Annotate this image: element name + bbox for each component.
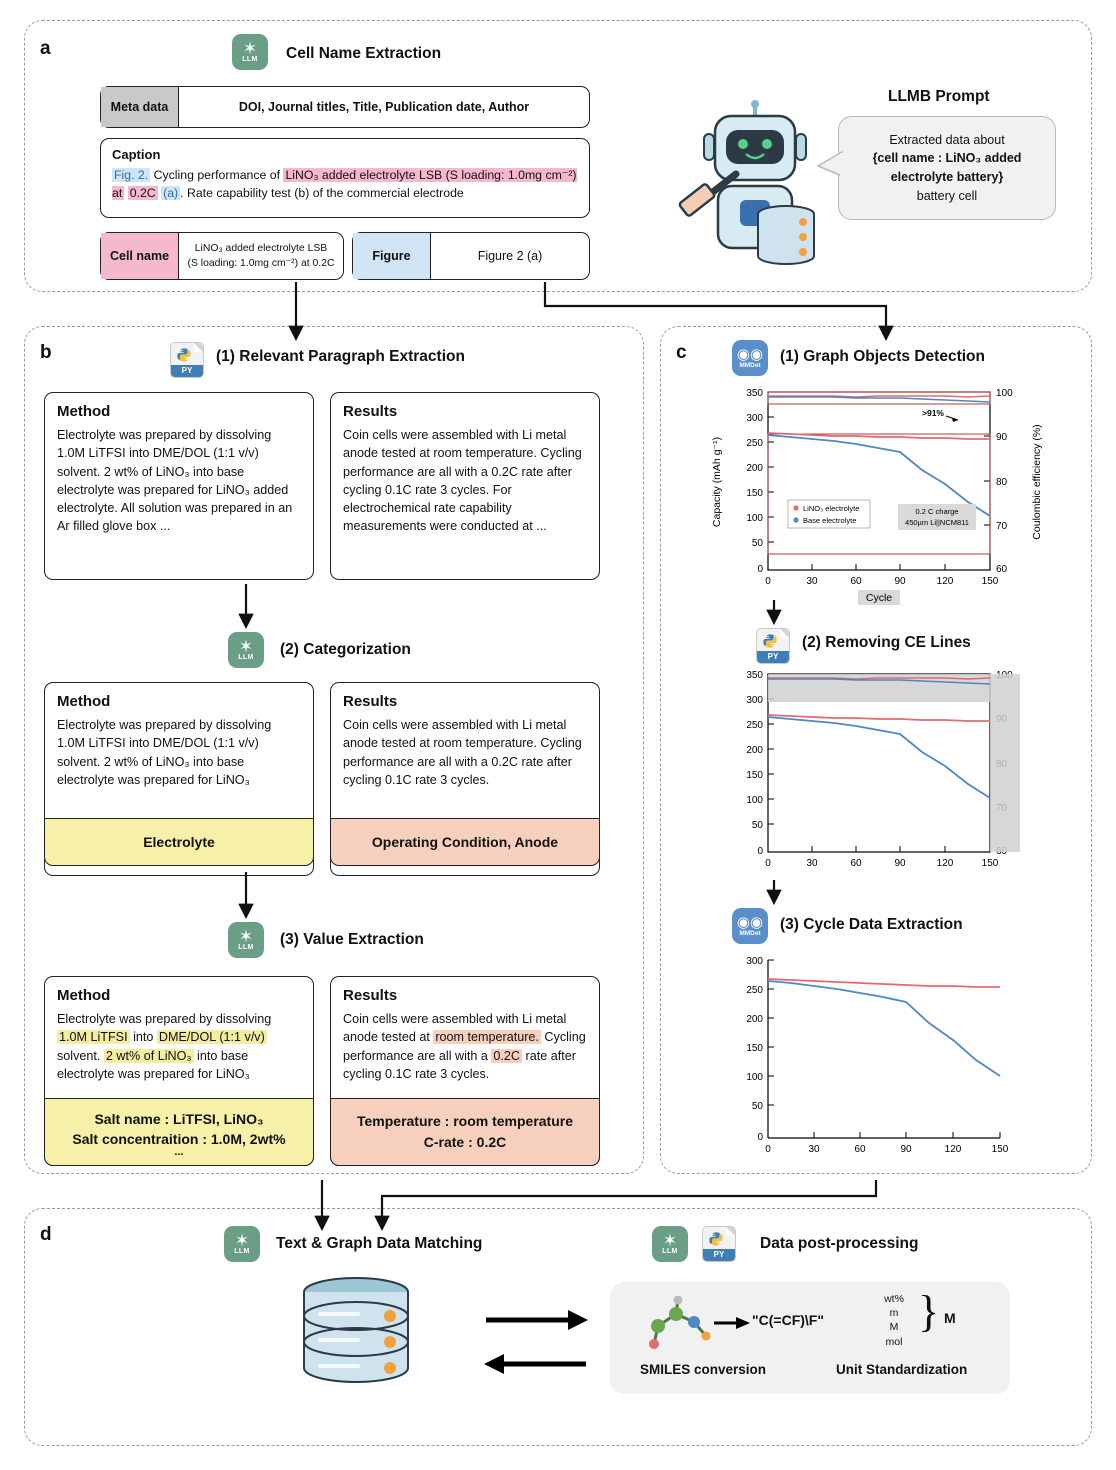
method-value-tag: [44, 1098, 314, 1166]
svg-text:250: 250: [746, 720, 763, 731]
llm-label: LLM: [234, 1248, 250, 1255]
svg-text:100: 100: [746, 513, 763, 524]
svg-text:150: 150: [746, 770, 763, 781]
val-results-hl-temp: room temperature.: [435, 1030, 539, 1045]
val-results-t2: Cycling performance are all with a: [343, 1030, 586, 1063]
svg-text:50: 50: [751, 538, 763, 549]
svg-text:200: 200: [746, 1014, 763, 1025]
svg-text:350: 350: [746, 388, 763, 399]
val-method-hl-conc: 2 wt% of LiNO₃: [105, 1048, 192, 1063]
molecule-icon: [638, 1296, 714, 1352]
svg-text:120: 120: [944, 1144, 962, 1155]
meta-data-label: Meta data: [101, 87, 179, 127]
meta-data-value: DOI, Journal titles, Title, Publication date, Author: [238, 100, 530, 114]
cell-name-value: [179, 233, 343, 279]
unit-item-3: mol: [885, 1335, 903, 1348]
svg-text:Cycle: Cycle: [865, 592, 893, 604]
llm-icon: ✶: [238, 637, 254, 656]
meta-data-row: [100, 86, 590, 128]
svg-text:0: 0: [757, 564, 763, 575]
svg-text:90: 90: [894, 858, 906, 869]
method-category-tag: Electrolyte: [44, 818, 314, 866]
svg-text:450µm Li||NCM811: 450µm Li||NCM811: [905, 518, 969, 527]
svg-text:150: 150: [746, 488, 763, 499]
python-icon: [176, 347, 192, 363]
cell-name-line1: LiNO₃ added electrolyte LSB: [194, 242, 328, 254]
svg-text:200: 200: [746, 745, 763, 756]
prompt-line-1: Extracted data about: [889, 132, 1005, 147]
chart-removing-ce-lines: [700, 664, 1060, 884]
panel-b-step2-title: (2) Categorization: [280, 641, 411, 658]
method-label-1: Method: [57, 403, 111, 420]
panel-a-letter: a: [40, 38, 51, 59]
results-category-tag: Operating Condition, Anode: [330, 818, 600, 866]
mmdetection-badge-2: [732, 908, 768, 944]
svg-text:100: 100: [746, 1072, 763, 1083]
cell-name-label: Cell name: [101, 233, 179, 279]
page-fold-icon: [780, 629, 789, 638]
panel-d-match-title: Text & Graph Data Matching: [276, 1235, 483, 1252]
prompt-bubble-tail: [816, 150, 846, 186]
svg-text:30: 30: [806, 858, 818, 869]
panel-c-step3-title: (3) Cycle Data Extraction: [780, 916, 963, 933]
unit-result: M: [944, 1310, 956, 1326]
llmb-prompt-title: LLMB Prompt: [888, 88, 990, 105]
page-fold-icon: [194, 343, 203, 352]
python-badge-label: PY: [703, 1249, 735, 1261]
figure-row: [352, 232, 590, 280]
llm-label: LLM: [238, 654, 254, 661]
caption-highlight-rate: 0.2C: [129, 186, 156, 201]
method-label-3: Method: [57, 987, 111, 1004]
svg-text:0: 0: [765, 576, 771, 587]
svg-text:250: 250: [746, 985, 763, 996]
results-text-3: [343, 1010, 587, 1083]
svg-text:30: 30: [806, 576, 818, 587]
python-icon: [762, 633, 778, 649]
panel-a-title: Cell Name Extraction: [286, 45, 442, 62]
panel-c-step2-title: (2) Removing CE Lines: [802, 634, 971, 651]
panel-d-letter: d: [40, 1224, 52, 1245]
panel-b-step3-title: (3) Value Extraction: [280, 931, 424, 948]
caption-text-2: . Rate capability test (b) of the commercial electrode: [180, 186, 464, 201]
svg-text:150: 150: [746, 1043, 763, 1054]
val-method-t1: Electrolyte was prepared by dissolving: [57, 1012, 272, 1026]
caption-highlight-cellname: LiNO₃ added electrolyte LSB (S loading: 1.0mg cm⁻²) at: [112, 168, 577, 201]
mmdet-label: MMDet: [739, 929, 761, 937]
svg-text:Capacity (mAh g⁻¹): Capacity (mAh g⁻¹): [711, 436, 723, 528]
val-method-tag-line1: Salt name : LiTFSI, LiNO₃: [94, 1110, 264, 1127]
svg-text:200: 200: [746, 463, 763, 474]
method-label-2: Method: [57, 693, 111, 710]
llm-label: LLM: [242, 56, 258, 63]
svg-text:Base electrolyte: Base electrolyte: [803, 516, 857, 525]
svg-text:60: 60: [996, 564, 1008, 575]
svg-text:LiNO₃ electrolyte: LiNO₃ electrolyte: [803, 504, 860, 513]
svg-text:100: 100: [996, 388, 1013, 399]
val-results-t3: rate after cycling 0.1C rate 3 cycles.: [343, 1048, 576, 1081]
llm-icon: ✶: [242, 39, 258, 58]
svg-text:300: 300: [746, 956, 763, 967]
svg-text:60: 60: [854, 1144, 866, 1155]
unit-standardization-label: Unit Standardization: [836, 1362, 968, 1377]
unit-item-1: m: [889, 1307, 899, 1320]
database-illustration: [276, 1274, 436, 1410]
detector-icon: ◉◉: [736, 913, 764, 931]
svg-text:50: 50: [751, 820, 763, 831]
smiles-string: "C(=CF)\F": [752, 1312, 824, 1328]
method-text-2: Electrolyte was prepared by dissolving 1.0M LiTFSI into DME/DOL (1:1 v/v) solvent. 2 wt% of LiNO₃ into base electrolyte was prepared for LiNO₃: [57, 718, 272, 787]
llm-label: LLM: [662, 1248, 678, 1255]
results-label-2: Results: [343, 693, 398, 710]
svg-text:0: 0: [757, 1132, 763, 1143]
figure-value: Figure 2 (a): [477, 249, 543, 263]
panel-b-step1-title: (1) Relevant Paragraph Extraction: [216, 348, 465, 365]
llm-label: LLM: [238, 944, 254, 951]
svg-text:300: 300: [746, 695, 763, 706]
python-badge-postprocess: [702, 1226, 736, 1262]
val-results-tag-line2: C-rate : 0.2C: [423, 1134, 507, 1150]
prompt-line-4: battery cell: [916, 188, 978, 203]
val-results-tag-line1: Temperature : room temperature: [356, 1113, 573, 1129]
llm-icon: ✶: [662, 1231, 678, 1250]
caption-text-1: Cycling performance of: [153, 168, 281, 182]
panel-b-letter: b: [40, 342, 52, 363]
svg-text:90: 90: [894, 576, 906, 587]
prompt-line-2: {cell name : LiNO₃ added: [872, 151, 1022, 166]
svg-text:0: 0: [757, 846, 763, 857]
svg-text:30: 30: [808, 1144, 820, 1155]
prompt-line-3: electrolyte battery}: [890, 170, 1004, 184]
python-badge-label: PY: [171, 365, 203, 377]
llm-badge-value-extraction: [228, 922, 264, 958]
results-value-tag: [330, 1098, 600, 1166]
method-text-1: Electrolyte was prepared by dissolving 1.0M LiTFSI into DME/DOL (1:1 v/v) solvent. 2 wt% of LiNO₃ into base electrolyte was prepared for LiNO₃ added electrolyte. All solution was prepared in an Ar filled glove box ...: [57, 428, 293, 534]
val-method-t3: solvent.: [57, 1048, 101, 1063]
svg-text:90: 90: [900, 1144, 912, 1155]
val-method-t4: into base electrolyte was prepared for LiNO₃: [57, 1048, 250, 1081]
svg-text:0: 0: [765, 858, 771, 869]
panel-c-letter: c: [676, 342, 687, 363]
chart-graph-objects-detection: [700, 382, 1060, 622]
svg-text:Coulombic efficiency (%): Coulombic efficiency (%): [1031, 424, 1043, 540]
svg-text:350: 350: [746, 670, 763, 681]
svg-text:70: 70: [996, 521, 1008, 532]
detector-icon: ◉◉: [736, 345, 764, 363]
val-results-t1: Coin cells were assembled with Li metal anode tested at: [343, 1012, 567, 1045]
page-fold-icon: [726, 1227, 735, 1236]
svg-text:100: 100: [746, 795, 763, 806]
cell-name-line2: (S loading: 1.0mg cm⁻²) at 0.2C: [187, 258, 335, 269]
panel-d-post-title: Data post-processing: [760, 1235, 919, 1252]
python-badge-paragraph: [170, 342, 204, 378]
panel-c-step1-title: (1) Graph Objects Detection: [780, 348, 985, 365]
val-method-t2: into: [133, 1030, 154, 1045]
smiles-arrow: [714, 1314, 752, 1332]
mmdet-label: MMDet: [739, 361, 761, 369]
llm-badge-categorization: [228, 632, 264, 668]
cell-name-row: [100, 232, 344, 280]
unit-item-2: M: [889, 1321, 899, 1334]
svg-text:80: 80: [996, 477, 1008, 488]
exchange-arrows: [476, 1298, 596, 1388]
svg-text:90: 90: [996, 432, 1008, 443]
llm-icon: ✶: [238, 927, 254, 946]
svg-text:50: 50: [751, 1101, 763, 1112]
chart-cycle-data-extraction: [700, 950, 1060, 1170]
svg-text:60: 60: [850, 858, 862, 869]
val-results-hl-rate: 0.2C: [493, 1048, 521, 1063]
svg-text:120: 120: [936, 576, 954, 587]
results-label-3: Results: [343, 987, 398, 1004]
unit-item-0: wt%: [884, 1293, 904, 1305]
caption-label: Caption: [112, 147, 161, 162]
llm-badge-matching: [224, 1226, 260, 1262]
svg-text:>91%: >91%: [922, 408, 944, 418]
method-text-3: [57, 1010, 301, 1083]
svg-text:0.2 C charge: 0.2 C charge: [915, 507, 959, 516]
svg-text:60: 60: [850, 576, 862, 587]
unit-list: [872, 1292, 916, 1349]
python-badge-label: PY: [757, 651, 789, 663]
results-box-step1: [330, 392, 600, 580]
python-badge-remove-ce: [756, 628, 790, 664]
results-text-1: Coin cells were assembled with Li metal anode tested at room temperature. Cycling performance are all with a 0.2C rate after cycling 0.1C rate 3 cycles. For electrochemical rate capability measurements were conducted at ...: [343, 428, 582, 534]
mmdetection-badge-1: [732, 340, 768, 376]
caption-box: [100, 138, 590, 218]
val-method-hl-solvent: DME/DOL (1:1 v/v): [158, 1030, 265, 1045]
svg-text:150: 150: [981, 858, 999, 869]
python-icon: [708, 1231, 724, 1247]
val-method-tag-line2: Salt concentraition : 1.0M, 2wt%: [72, 1131, 286, 1147]
val-method-tag-line3: ...: [174, 1146, 184, 1159]
caption-fig-ref: Fig. 2.: [114, 168, 149, 182]
svg-text:120: 120: [936, 858, 954, 869]
caption-subfig-a: (a): [163, 186, 179, 201]
llm-icon: ✶: [234, 1231, 250, 1250]
unit-brace: }: [918, 1287, 940, 1336]
figure-label: Figure: [353, 233, 431, 279]
results-label-1: Results: [343, 403, 398, 420]
svg-text:0: 0: [765, 1144, 771, 1155]
smiles-conversion-label: SMILES conversion: [640, 1362, 767, 1377]
val-method-hl-salt: 1.0M LiTFSI: [59, 1030, 128, 1045]
llm-badge-cell-name: [232, 34, 268, 70]
svg-text:300: 300: [746, 413, 763, 424]
llmb-prompt-bubble: [838, 116, 1056, 220]
svg-text:150: 150: [991, 1144, 1009, 1155]
svg-text:150: 150: [981, 576, 999, 587]
method-box-step1: [44, 392, 314, 580]
results-text-2: Coin cells were assembled with Li metal anode tested at room temperature. Cycling performance are all with a 0.2C rate after cycling 0.1C rate 3 cycles.: [343, 718, 582, 787]
llm-badge-postprocess: [652, 1226, 688, 1262]
svg-text:250: 250: [746, 438, 763, 449]
